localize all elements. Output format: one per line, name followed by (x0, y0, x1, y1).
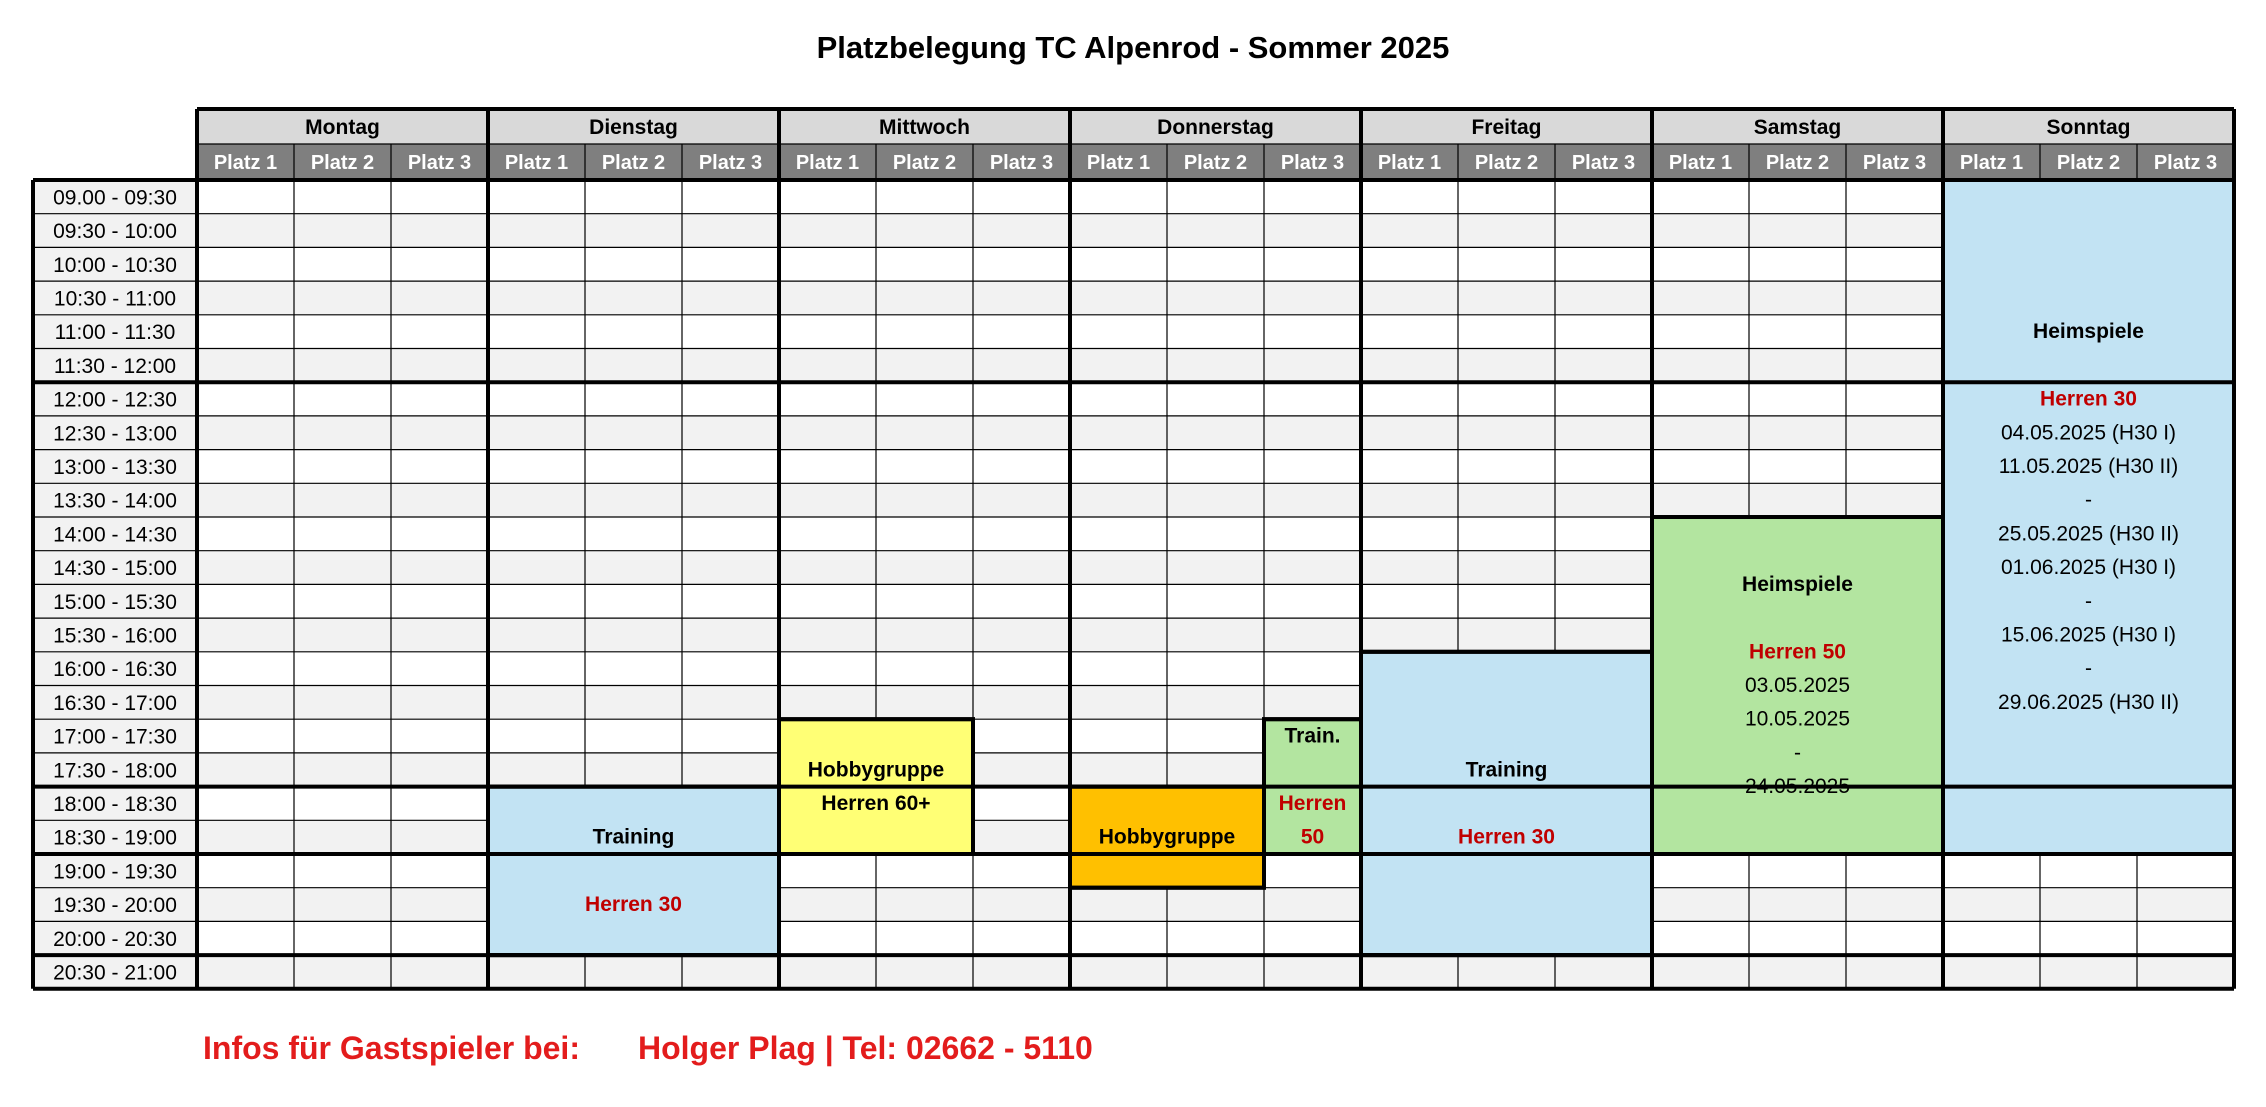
court-header-label: Platz 2 (1474, 152, 1539, 174)
booking-text: Herren 50 (1749, 640, 1846, 664)
time-slot-label: 10:00 - 10:30 (53, 253, 177, 277)
row-background (33, 214, 2234, 248)
booking-text: Hobbygruppe (1098, 825, 1236, 849)
court-header-label: Platz 1 (1086, 152, 1151, 174)
court-header-label: Platz 3 (1862, 152, 1927, 174)
booking-text: 24.05.2025 (1744, 775, 1851, 799)
court-header-label: Platz 3 (698, 152, 763, 174)
row-background (33, 450, 2234, 484)
court-header-label: Platz 1 (795, 152, 860, 174)
booking-text: Herren 30 (585, 893, 682, 917)
booking-text: 15.06.2025 (H30 I) (2000, 623, 2177, 647)
row-background (33, 483, 2234, 517)
time-slot-label: 18:30 - 19:00 (53, 826, 177, 850)
booking-text: - (2085, 488, 2092, 512)
court-header-label: Platz 1 (504, 152, 569, 174)
time-slot-label: 11:00 - 11:30 (54, 321, 176, 345)
row-background (33, 281, 2234, 315)
court-header-label: Platz 2 (601, 152, 666, 174)
time-slot-label: 18:00 - 18:30 (53, 792, 177, 816)
court-header-label: Platz 1 (213, 152, 278, 174)
booking-freitag-training (1361, 652, 1652, 955)
booking-text: - (1794, 741, 1801, 765)
page-title: Platzbelegung TC Alpenrod - Sommer 2025 (816, 30, 1450, 65)
row-background (33, 247, 2234, 281)
booking-text: 01.06.2025 (H30 I) (2000, 556, 2177, 580)
time-slot-label: 10:30 - 11:00 (53, 287, 177, 311)
booking-text: Herren 30 (1458, 825, 1555, 849)
booking-text: - (2085, 589, 2092, 613)
booking-text: Heimspiele (1742, 572, 1853, 596)
court-header-label: Platz 3 (1280, 152, 1345, 174)
time-slot-label: 09.00 - 09:30 (53, 186, 177, 210)
booking-text: 04.05.2025 (H30 I) (2000, 421, 2177, 445)
court-header-label: Platz 3 (989, 152, 1054, 174)
court-header-label: Platz 2 (892, 152, 957, 174)
time-slot-label: 17:30 - 18:00 (53, 759, 177, 783)
time-slot-label: 20:30 - 21:00 (53, 961, 177, 985)
day-header-sonntag: Sonntag (2046, 116, 2131, 139)
booking-text: - (2085, 657, 2092, 681)
court-header-label: Platz 3 (407, 152, 472, 174)
booking-text: Hobbygruppe (807, 758, 945, 782)
time-slot-label: 19:00 - 19:30 (53, 860, 177, 884)
day-header-donnerstag: Donnerstag (1157, 116, 1274, 139)
time-slot-label: 16:00 - 16:30 (53, 658, 177, 682)
row-background (33, 955, 2234, 989)
row-background (33, 315, 2234, 349)
row-background (33, 921, 2234, 955)
court-header-label: Platz 1 (1668, 152, 1733, 174)
booking-text: 10.05.2025 (1744, 707, 1851, 731)
time-slot-label: 15:00 - 15:30 (53, 590, 177, 614)
time-slot-label: 19:30 - 20:00 (53, 894, 177, 918)
booking-text: 03.05.2025 (1744, 674, 1851, 697)
court-header-label: Platz 2 (2056, 152, 2121, 174)
footer-contact: Holger Plag | Tel: 02662 - 5110 (638, 1030, 1093, 1066)
time-slot-label: 14:30 - 15:00 (53, 557, 177, 581)
booking-sonntag-heimspiele (1943, 180, 2234, 854)
row-background (33, 416, 2234, 450)
booking-text: 11.05.2025 (H30 II) (1998, 454, 2179, 478)
time-slot-label: 11:30 - 12:00 (53, 354, 177, 378)
row-background (33, 180, 2234, 214)
time-slot-label: 13:00 - 13:30 (53, 455, 177, 479)
day-header-mittwoch: Mittwoch (879, 116, 970, 139)
time-slot-label: 16:30 - 17:00 (53, 691, 177, 715)
booking-text: Train. (1284, 724, 1341, 748)
court-header-label: Platz 1 (1959, 152, 2024, 174)
time-slot-label: 12:00 - 12:30 (53, 388, 177, 412)
time-slot-label: 12:30 - 13:00 (53, 422, 177, 446)
time-slot-label: 20:00 - 20:30 (53, 927, 177, 951)
time-slot-label: 13:30 - 14:00 (53, 489, 177, 513)
time-slot-label: 09:30 - 10:00 (53, 220, 177, 244)
court-header-label: Platz 2 (1765, 152, 1830, 174)
court-header-label: Platz 2 (1183, 152, 1248, 174)
booking-text: 50 (1300, 825, 1325, 849)
booking-dienstag-training (488, 787, 779, 956)
day-header-dienstag: Dienstag (589, 116, 678, 139)
booking-text: Herren 60+ (821, 791, 931, 815)
day-header-freitag: Freitag (1471, 116, 1542, 139)
booking-text: Training (1465, 758, 1548, 782)
court-header-label: Platz 1 (1377, 152, 1442, 174)
footer-label: Infos für Gastspieler bei: (203, 1030, 580, 1066)
booking-text: Heimspiele (2033, 320, 2144, 344)
row-background (33, 349, 2234, 383)
court-header-label: Platz 3 (1571, 152, 1636, 174)
row-background (33, 888, 2234, 922)
day-header-samstag: Samstag (1753, 116, 1842, 139)
row-background (33, 382, 2234, 416)
time-slot-label: 15:30 - 16:00 (53, 624, 177, 648)
booking-text: Herren 30 (2040, 387, 2137, 411)
booking-text: 25.05.2025 (H30 II) (1998, 522, 2179, 546)
time-slot-label: 17:00 - 17:30 (53, 725, 177, 749)
booking-text: Training (592, 825, 675, 849)
booking-text: 29.06.2025 (H30 II) (1998, 690, 2179, 714)
court-header-label: Platz 3 (2153, 152, 2218, 174)
court-header-label: Platz 2 (310, 152, 375, 174)
time-slot-label: 14:00 - 14:30 (53, 523, 177, 547)
booking-text: Herren (1278, 791, 1347, 815)
day-header-montag: Montag (305, 116, 380, 139)
